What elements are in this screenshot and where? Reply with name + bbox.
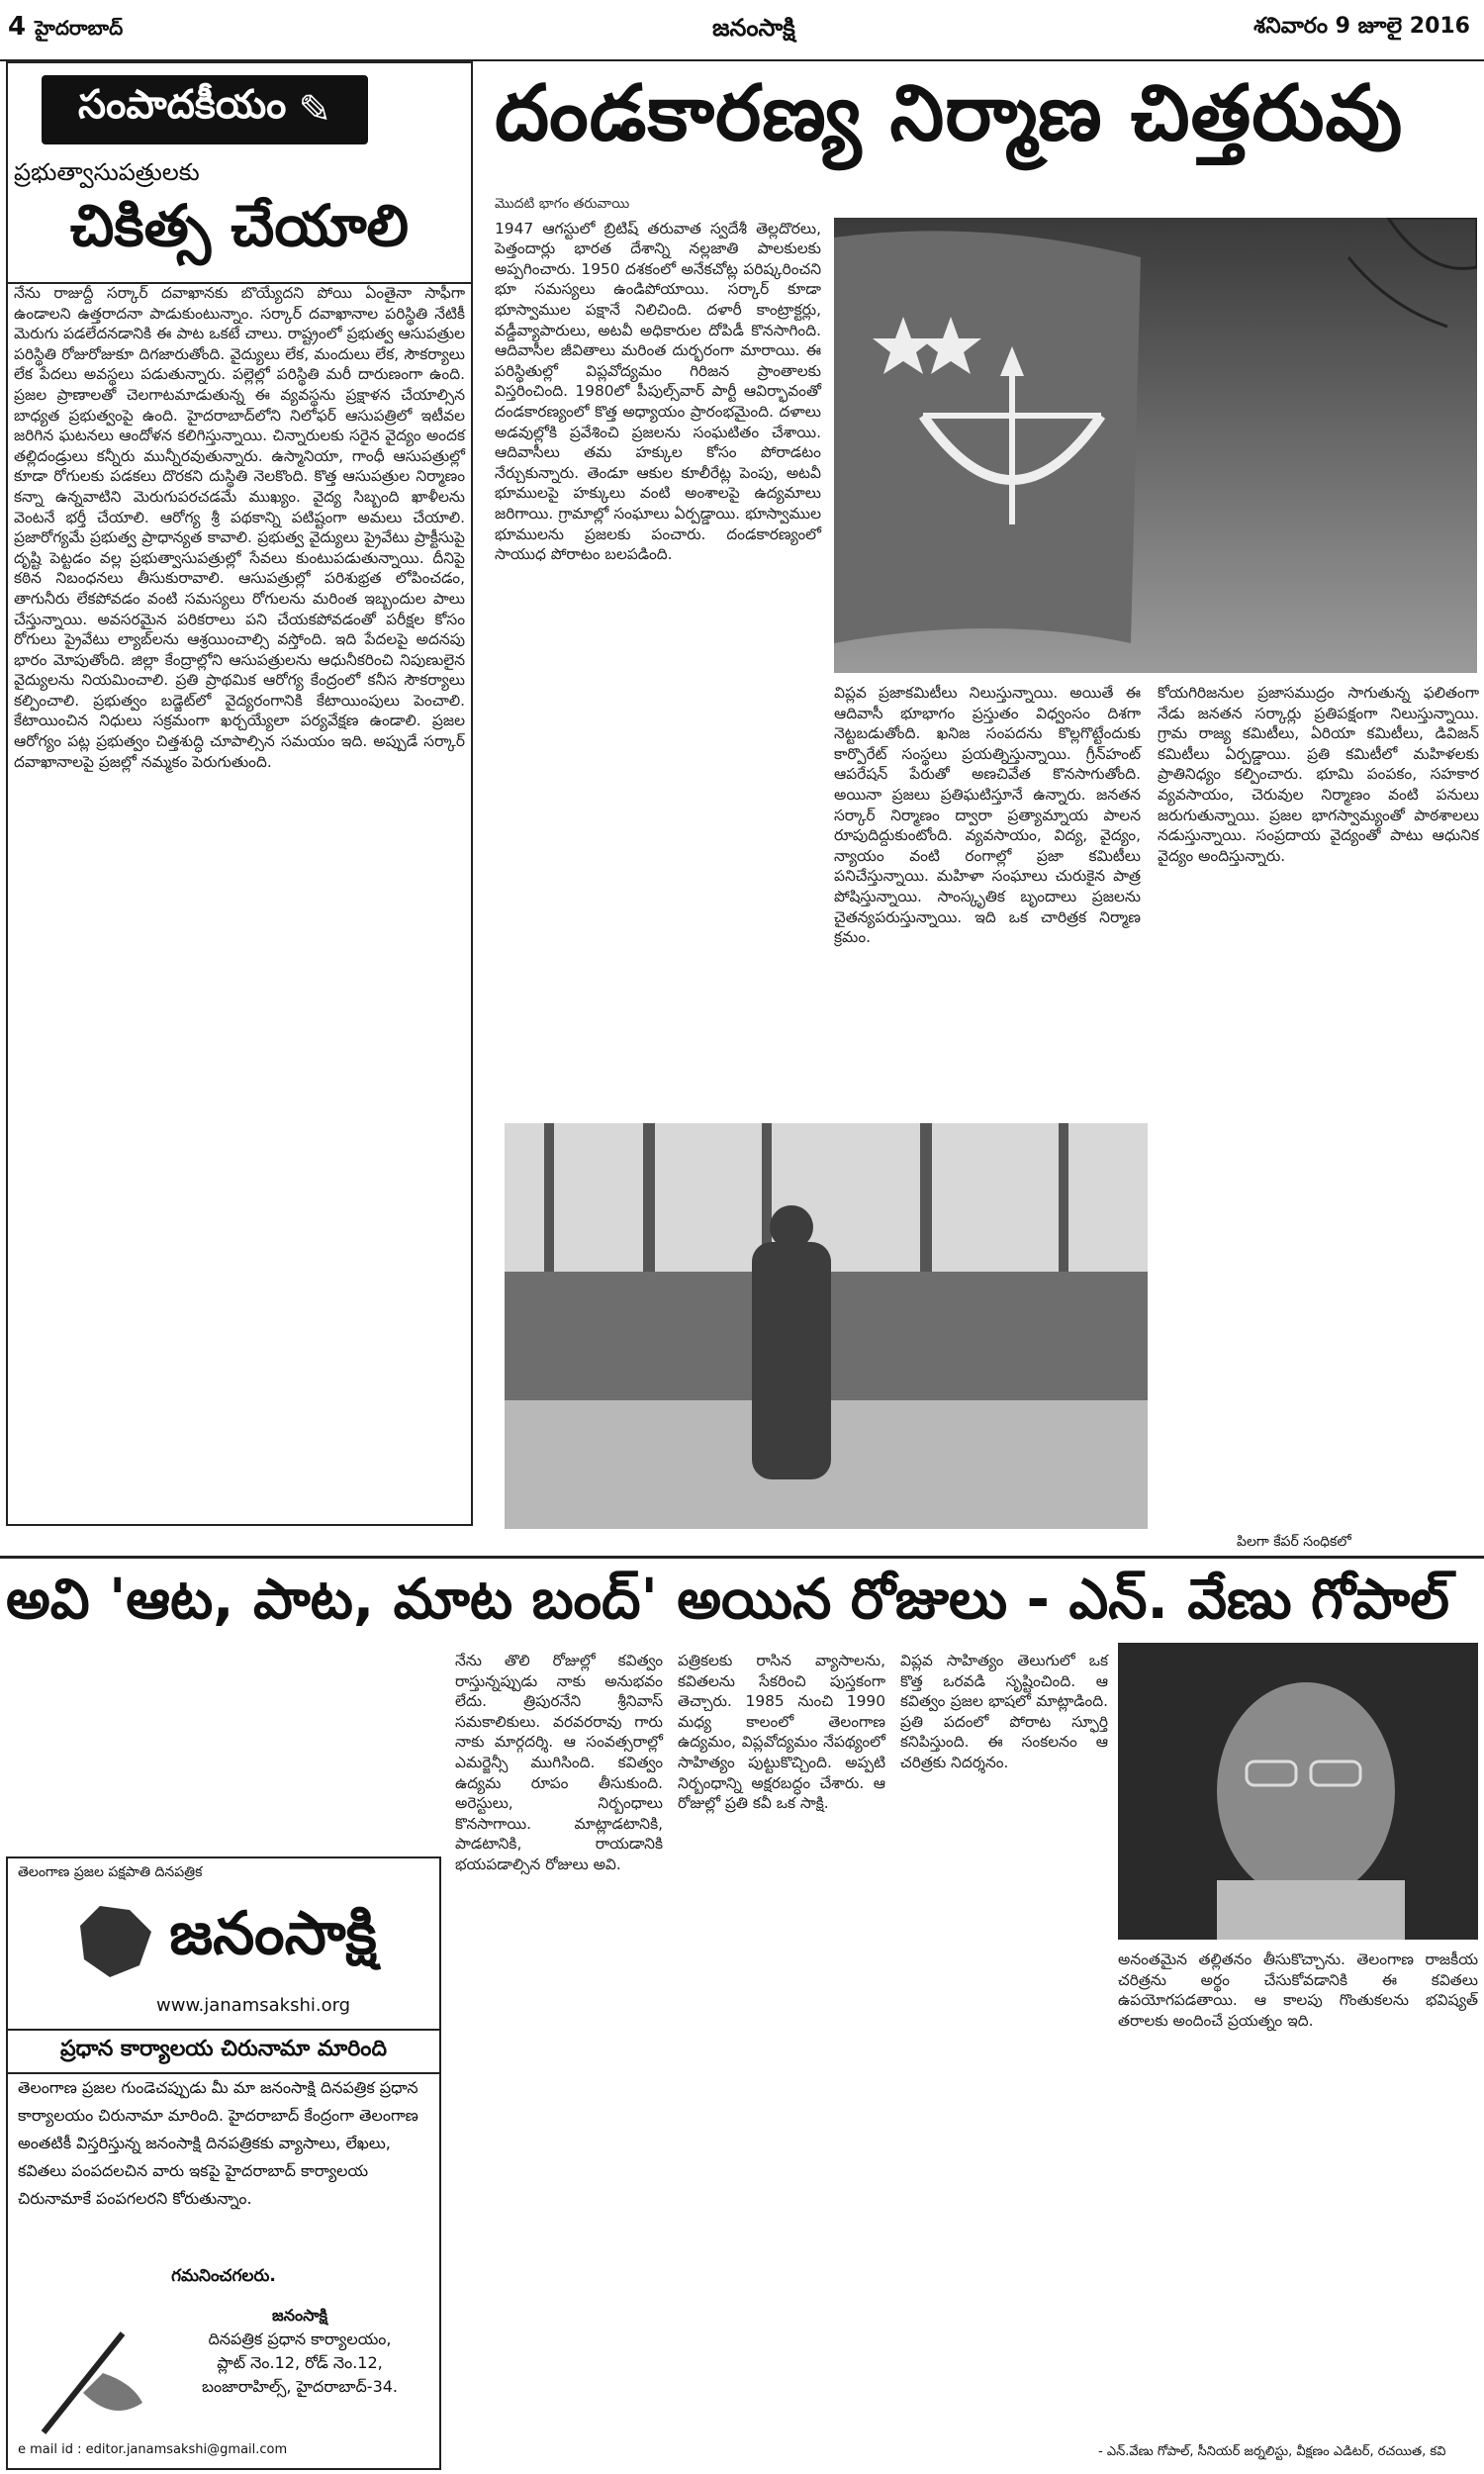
page-number: 4 హైదరాబాద్ <box>8 12 124 42</box>
second-headline: అవి 'ఆట, పాట, మాట బంద్' అయిన రోజులు - ఎన్. వేణు గోపాల్ <box>6 1568 1449 1632</box>
promo-logo: జనంసాక్షి <box>8 1886 439 1995</box>
date-line: శనివారం 9 జూలై 2016 <box>1253 14 1470 39</box>
photo-caption: పిలగా కేపర్ సంధికలో <box>1237 1534 1351 1550</box>
main-subhead: మొదటి భాగం తరువాయి <box>495 196 630 212</box>
pen-icon: ✎ <box>298 87 331 133</box>
main-article-col2: విప్లవ ప్రజాకమిటీలు నిలుస్తున్నాయి. అయితే ఈ ఆదివాసీ భూభాగం ప్రస్తుతం విధ్వంసం దిశగా నెట్టబడుతోంది. ఖనిజ సంపదను కొల్లగొట్టేందుకు కార్పొరేట్ సంస్థలు ప్రయత్నిస్తున్నాయి. గ్రీన్‌హంట్ ఆపరేషన్ పేరుతో అణచివేత కొనసాగుతోంది. అయినా ప్రజలు ప్రతిఘటిస్తూనే ఉన్నారు. జనతన సర్కార్ నిర్మాణం ద్వారా ప్రత్యామ్నాయ పాలన రూపుదిద్దుకుంటోంది. వ్యవసాయం, విద్య, వైద్యం, న్యాయం వంటి రంగాల్లో ప్రజా కమిటీలు పనిచేస్తున్నాయి. మహిళా సంఘాలు చురుకైన పాత్ర పోషిస్తున్నాయి. సాంస్కృతిక బృందాలు ప్రజలను చైతన్యపరుస్తున్నాయి. ఇది ఒక చారిత్రక నిర్మాణ క్రమం. <box>834 684 1141 947</box>
second-article-col4: అనంతమైన తల్లితనం తీసుకొచ్చాను. తెలంగాణ రాజకీయ చరిత్రను అర్థం చేసుకోవడానికి ఈ కవితలు ఉపయోగపడతాయి. ఆ కాలపు గొంతుకలను భవిష్యత్ తరాలకు అందించే ప్రయత్నం ఇది. <box>1118 1951 1478 2030</box>
office-address: జనంసాక్షి దినపత్రిక ప్రధాన కార్యాలయం, ప్లాట్ నెం.12, రోడ్ నెం.12, బంజారాహిల్స్, హైదరాబాద్-34. <box>201 2306 399 2396</box>
section-divider <box>0 1556 1484 1559</box>
main-headline: దండకారణ్య నిర్మాణ చిత్తరువు <box>495 69 1404 158</box>
main-article-col1 <box>495 194 821 565</box>
editorial-headline: చికిత్స చేయాలి <box>8 192 471 284</box>
editorial-body: నేను రాజుద్దీ సర్కార్ దవాఖానకు బొయ్యేదని పోయి ఏంతైనా సాఫీగా ఉండాలని ఉత్తరాదనా పాడుకుంటున్నాం. సర్కార్ దవాఖానాల పరిస్థితి నేటికీ మెరుగు పడలేదనడానికి ఈ పాట ఒకటే చాలు. రాష్ట్రంలో ప్రభుత్వ ఆసుపత్రుల పరిస్థితి రోజురోజుకూ దిగజారుతోంది. వైద్యులు లేక, మందులు లేక, సౌకర్యాలు లేక పేదలు అవస్థలు పడుతున్నారు. పల్లెల్లో పరిస్థితి మరీ దారుణంగా ఉంది. ప్రజల ప్రాణాలతో చెలగాటమాడుతున్న ఈ వ్యవస్థను ప్రక్షాళన చేయాల్సిన బాధ్యత ప్రభుత్వంపై ఉంది. హైదరాబాద్‌లోని నిలోఫర్ ఆసుపత్రిలో ఇటీవల జరిగిన ఘటనలు ఆందోళన కలిగిస్తున్నాయి. చిన్నారులకు సరైన వైద్యం అందక తల్లిదండ్రులు కన్నీరు మున్నీరవుతున్నారు. ఉస్మానియా, గాంధీ ఆసుపత్రుల్లో కూడా రోగులకు పడకలు దొరకని దుస్థితి నెలకొంది. కొత్త ఆసుపత్రుల నిర్మాణం కన్నా ఉన్నవాటిని మెరుగుపరచడమే ముఖ్యం. వైద్య సిబ్బంది ఖాళీలను వెంటనే భర్తీ చేయాలి. ఆరోగ్య శ్రీ పథకాన్ని పటిష్టంగా అమలు చేయాలి. ప్రజారోగ్యమే ప్రభుత్వ ప్రాధాన్యత కావాలి. ప్రభుత్వ వైద్యులు ప్రైవేటు ప్రాక్టీసుపై దృష్టి పెట్టడం వల్ల ప్రభుత్వాసుపత్రుల్లో సేవలు కుంటుపడుతున్నాయి. దీనిపై కఠిన నిబంధనలు తీసుకురావాలి. ఆసుపత్రుల్లో పరిశుభ్రత లోపించడం, తాగునీరు లేకపోవడం వంటి సమస్యలు రోగులను మరింత ఇబ్బందుల పాలు చేస్తున్నాయి. అవసరమైన పరికరాలు పని చేయకపోవడంతో పరీక్షల కోసం రోగులు ప్రైవేటు ల్యాబ్‌లను ఆశ్రయించాల్సి వస్తోంది. ఇది పేదలపై అదనపు భారం మోపుతోంది. జిల్లా కేంద్రాల్లోని ఆసుపత్రులను ఆధునీకరించి నిపుణులైన వైద్యులను నియమించాలి. ప్రతి ప్రాథమిక ఆరోగ్య కేంద్రంలో కనీస సౌకర్యాలు కల్పించాలి. ప్రభుత్వం బడ్జెట్‌లో వైద్యరంగానికి కేటాయింపులు పెంచాలి. కేటాయించిన నిధులు సక్రమంగా ఖర్చయ్యేలా పర్యవేక్షణ ఉండాలి. ప్రజల ఆరోగ్యం పట్ల ప్రభుత్వం చిత్తశుద్ధి చూపాల్సిన సమయం ఇది. అప్పుడే సర్కార్ దవాఖానాలపై ప్రజల్లో నమ్మకం పెరుగుతుంది. <box>14 284 465 771</box>
second-article-col1: నేను తొలి రోజుల్లో కవిత్వం రాస్తున్నప్పుడు నాకు అనుభవం లేదు. త్రిపురనేని శ్రీనివాస్ సమకాలికులు. వరవరరావు గారు నాకు మార్గదర్శి. ఆ సంవత్సరాల్లో ఎమర్జెన్సీ ముగిసింది. కవిత్వం ఉద్యమ రూపం తీసుకుంది. అరెస్టులు, నిర్బంధాలు కొనసాగాయి. మాట్లాడటానికి, పాడటానికి, రాయడానికి భయపడాల్సిన రోజులు అవి. <box>455 1652 663 1873</box>
author-credit: - ఎన్.వేణు గోపాల్, సీనియర్ జర్నలిస్టు, వీక్షణం ఎడిటర్, రచయిత, కవి <box>1098 2444 1446 2459</box>
notice-title: ప్రధాన కార్యాలయ చిరునామా మారింది <box>8 2029 439 2074</box>
promo-box <box>6 1856 441 2470</box>
main-article-col1-text: 1947 ఆగస్టులో బ్రిటిష్ తరువాత స్వదేశీ తెల్లదొరలు, పెత్తందార్లు భారత దేశాన్ని నల్లజాతి పాలకులకు అప్పగించారు. 1950 దశకంలో అనేకచోట్ల పరిష్కరించని భూ సమస్యలు ఉండిపోయాయి. సర్కార్ కూడా భూస్వాముల పక్షానే నిలిచింది. దళారీ కాంట్రాక్టర్లు, వడ్డీవ్యాపారులు, అటవీ అధికారుల దోపిడీ కొనసాగింది. ఆదివాసీల జీవితాలు మరింత దుర్భరంగా మారాయి. ఈ పరిస్థితుల్లో విప్లవోద్యమం గిరిజన ప్రాంతాలకు విస్తరించింది. 1980లో పీపుల్స్‌వార్ పార్టీ ఆవిర్భావంతో దండకారణ్యంలో కొత్త అధ్యాయం ప్రారంభమైంది. దళాలు అడవుల్లోకి ప్రవేశించి ప్రజలను సంఘటితం చేశాయి. ఆదివాసీలు తమ హక్కుల కోసం పోరాడటం నేర్చుకున్నారు. తెండూ ఆకుల కూలీరేట్ల పెంపు, అటవీ భూములపై హక్కులు వంటి అంశాలపై ఉద్యమాలు జరిగాయి. గ్రామాల్లో సంఘాలు ఏర్పడ్డాయి. భూస్వాముల భూములను ప్రజలకు పంచారు. దండకారణ్యంలో సాయుధ పోరాటం బలపడింది. <box>495 219 821 564</box>
office-email[interactable]: e mail id : editor.janamsakshi@gmail.com <box>18 2442 288 2457</box>
second-article-col2: పత్రికలకు రాసిన వ్యాసాలను, కవితలను సేకరించి పుస్తకంగా తెచ్చారు. 1985 నుంచి 1990 మధ్య కాలంలో తెలంగాణ ఉద్యమం, విప్లవోద్యమం నేపథ్యంలో సాహిత్యం పుట్టుకొచ్చింది. అప్పటి నిర్బంధాన్ని అక్షరబద్ధం చేశారు. ఆ రోజుల్లో ప్రతి కవీ ఒక సాక్షి. <box>678 1652 885 1813</box>
writing-hand-icon <box>24 2304 152 2452</box>
telangana-map-icon <box>70 1896 159 1985</box>
editorial-kicker: ప్రభుత్వాసుపత్రులకు <box>14 158 200 186</box>
flag-photo <box>834 218 1477 673</box>
author-portrait <box>1118 1643 1478 1940</box>
editorial-badge: సంపాదకీయం ✎ <box>42 75 368 144</box>
editorial-box <box>6 61 473 1526</box>
masthead: జనంసాక్షి <box>712 14 795 42</box>
notice-foot: గమనించగలరు. <box>171 2266 276 2286</box>
rally-photo <box>505 1123 1148 1529</box>
main-article-col3: కోయగిరిజనుల ప్రజాసముద్రం సాగుతున్న ఫలితంగా నేడు జనతన సర్కార్లు ప్రతిపక్షంగా నిలుస్తున్నాయి. గ్రామ రాజ్య కమిటీలు, ఏరియా కమిటీలు, డివిజన్ కమిటీలు ఏర్పడ్డాయి. ప్రతి కమిటీలో మహిళలకు ప్రాతినిధ్యం కల్పించారు. భూమి పంపకం, సహకార వ్యవసాయం, చెరువుల నిర్మాణం వంటి పనులు జరుగుతున్నాయి. ప్రజల భాగస్వామ్యంతో పాఠశాలలు నడుస్తున్నాయి. సంప్రదాయ వైద్యంతో పాటు ఆధునిక వైద్యం అందిస్తున్నారు. <box>1158 684 1479 865</box>
promo-url[interactable]: www.janamsakshi.org <box>156 1995 351 2016</box>
promo-tagline: తెలంగాణ ప్రజల పక్షపాతి దినపత్రిక <box>18 1864 203 1880</box>
notice-body: తెలంగాణ ప్రజల గుండెచప్పుడు మీ మా జనంసాక్షి దినపత్రిక ప్రధాన కార్యాలయం చిరునామా మారింది. హైదరాబాద్ కేంద్రంగా తెలంగాణ అంతటికీ విస్తరిస్తున్న జనంసాక్షి దినపత్రికకు వ్యాసాలు, లేఖలు, కవితలు పంపదలచిన వారు ఇకపై హైదరాబాద్ కార్యాలయ చిరునామాకే పంపగలరని కోరుతున్నాం. <box>18 2078 418 2208</box>
second-article-col3: విప్లవ సాహిత్యం తెలుగులో ఒక కొత్త ఒరవడి సృష్టించింది. ఆ కవిత్వం ప్రజల భాషలో మాట్లాడింది. ప్రతి పదంలో పోరాట స్ఫూర్తి కనిపిస్తుంది. ఈ సంకలనం ఆ చరిత్రకు నిదర్శనం. <box>900 1652 1108 1771</box>
